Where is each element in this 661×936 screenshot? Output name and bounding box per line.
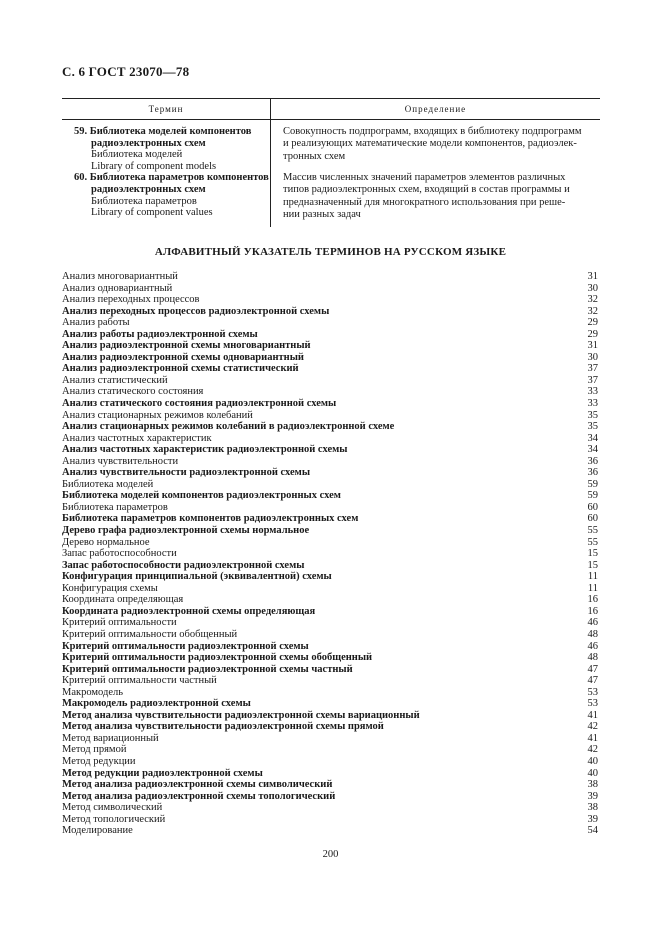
index-entry <box>62 271 598 283</box>
index-page-ref: 38 <box>587 779 598 791</box>
index-page-ref: 11 <box>587 571 598 583</box>
index-term: Метод анализа чувствительности радиоэлектронной схемы прямой <box>62 721 384 733</box>
index-entry <box>62 571 598 583</box>
table-body <box>62 120 600 227</box>
index-term: Координата радиоэлектронной схемы определяющая <box>62 605 316 617</box>
definition-line: тронных схем <box>283 150 346 162</box>
index-page-ref: 46 <box>587 640 598 652</box>
index-term: Библиотека моделей компонентов радиоэлектронных схем <box>62 490 341 502</box>
index-page-ref: 35 <box>587 409 598 421</box>
index-page-ref: 34 <box>587 432 598 444</box>
index-page-ref: 31 <box>587 340 598 352</box>
index-term: Дерево нормальное <box>62 536 150 548</box>
index-term: Библиотека моделей <box>62 478 154 490</box>
column-header-term: Термин <box>62 99 271 119</box>
index-page-ref: 39 <box>587 790 598 802</box>
index-page-ref: 32 <box>587 294 598 306</box>
index-entry <box>62 756 598 768</box>
index-term: Критерий оптимальности радиоэлектронной схемы частный <box>62 663 353 675</box>
index-term: Метод вариационный <box>62 732 159 744</box>
index-page-ref: 47 <box>587 675 598 687</box>
index-term: Метод символический <box>62 802 163 814</box>
index-page-ref: 16 <box>587 605 598 617</box>
index-entry <box>62 698 598 710</box>
index-term: Критерий оптимальности обобщенный <box>62 628 238 640</box>
index-term: Анализ чувствительности <box>62 455 179 467</box>
index-entry <box>62 664 598 676</box>
index-entry <box>62 502 598 514</box>
index-entry <box>62 779 598 791</box>
index-entry <box>62 513 598 525</box>
index-term: Критерий оптимальности <box>62 617 177 629</box>
index-page-ref: 36 <box>587 455 598 467</box>
index-page-ref: 36 <box>587 467 598 479</box>
index-term: Анализ статистический <box>62 374 168 386</box>
term-name-cont: радиоэлектронных схем <box>91 137 206 149</box>
index-entry <box>62 456 598 468</box>
index-entry <box>62 294 598 306</box>
index-entry <box>62 733 598 745</box>
index-page-ref: 48 <box>587 628 598 640</box>
index-page-ref: 60 <box>587 501 598 513</box>
term-number: 60. <box>74 172 88 184</box>
index-entry <box>62 721 598 733</box>
index-term: Анализ стационарных режимов колебаний <box>62 409 253 421</box>
index-page-ref: 53 <box>587 686 598 698</box>
index-entry <box>62 283 598 295</box>
term-english: Library of component values <box>91 207 213 219</box>
index-page-ref: 33 <box>587 398 598 410</box>
index-entry <box>62 306 598 318</box>
index-entry <box>62 490 598 502</box>
index-entry <box>62 467 598 479</box>
index-term: Метод редукции <box>62 755 136 767</box>
table-header <box>62 98 600 120</box>
index-term: Анализ работы радиоэлектронной схемы <box>62 328 258 340</box>
index-term: Макромодель радиоэлектронной схемы <box>62 698 251 710</box>
index-term: Анализ радиоэлектронной схемы статистический <box>62 363 299 375</box>
index-page-ref: 34 <box>587 444 598 456</box>
index-page-ref: 40 <box>587 767 598 779</box>
index-page-ref: 30 <box>587 351 598 363</box>
term-english: Library of component models <box>91 160 217 172</box>
index-page-ref: 53 <box>587 698 598 710</box>
index-term: Моделирование <box>62 825 133 837</box>
definition-line: нии разных задач <box>283 208 361 220</box>
index-term: Конфигурация принципиальной (эквивалентной) схемы <box>62 571 332 583</box>
index-term: Анализ статического состояния радиоэлектронной схемы <box>62 398 337 410</box>
index-term: Критерий оптимальности частный <box>62 675 217 687</box>
index-term: Запас работоспособности радиоэлектронной схемы <box>62 559 305 571</box>
index-page-ref: 11 <box>587 582 598 594</box>
index-entry <box>62 363 598 375</box>
index-page-ref: 41 <box>587 732 598 744</box>
index-term: Анализ работы <box>62 317 130 329</box>
index-page-ref: 15 <box>587 559 598 571</box>
page-header: С. 6 ГОСТ 23070—78 <box>62 64 190 79</box>
index-entry <box>62 710 598 722</box>
terms-table <box>62 98 600 227</box>
index-page-ref: 55 <box>587 536 598 548</box>
term-synonym: Библиотека моделей <box>91 149 183 161</box>
index-entry <box>62 560 598 572</box>
index-page-ref: 16 <box>587 594 598 606</box>
definition-line: предназначенный для многократного использования при реше- <box>283 196 566 208</box>
index-entry <box>62 606 598 618</box>
index-entry <box>62 825 598 837</box>
index-term: Анализ чувствительности радиоэлектронной схемы <box>62 467 311 479</box>
index-entry <box>62 421 598 433</box>
index-entry <box>62 583 598 595</box>
index-entry <box>62 594 598 606</box>
index-page-ref: 35 <box>587 421 598 433</box>
index-term: Библиотека параметров компонентов радиоэлектронных схем <box>62 513 359 525</box>
index-page-ref: 38 <box>587 802 598 814</box>
index-page-ref: 37 <box>587 363 598 375</box>
index-entry <box>62 687 598 699</box>
definition-59 <box>283 126 600 172</box>
index-entry <box>62 525 598 537</box>
index-entry <box>62 629 598 641</box>
index-term: Метод анализа радиоэлектронной схемы символический <box>62 779 333 791</box>
index-term: Критерий оптимальности радиоэлектронной схемы обобщенный <box>62 652 373 664</box>
index-term: Анализ стационарных режимов колебаний в радиоэлектронной схеме <box>62 421 395 433</box>
index-entry <box>62 375 598 387</box>
index-page-ref: 59 <box>587 490 598 502</box>
alphabetical-index <box>62 271 598 837</box>
index-entry <box>62 410 598 422</box>
index-page-ref: 37 <box>587 374 598 386</box>
index-term: Анализ частотных характеристик <box>62 432 212 444</box>
index-entry <box>62 398 598 410</box>
index-entry <box>62 791 598 803</box>
index-term: Анализ одновариантный <box>62 282 173 294</box>
index-page-ref: 41 <box>587 709 598 721</box>
column-header-definition: Определение <box>404 104 467 114</box>
index-page-ref: 60 <box>587 513 598 525</box>
index-page-ref: 29 <box>587 328 598 340</box>
index-page-ref: 39 <box>587 813 598 825</box>
index-term: Метод топологический <box>62 813 166 825</box>
index-entry <box>62 340 598 352</box>
index-term: Критерий оптимальности радиоэлектронной схемы <box>62 640 309 652</box>
index-term: Координата определяющая <box>62 594 184 606</box>
terms-column <box>62 120 271 227</box>
index-page-ref: 32 <box>587 305 598 317</box>
index-term: Запас работоспособности <box>62 548 177 560</box>
index-term: Анализ радиоэлектронной схемы одновариантный <box>62 351 304 363</box>
index-page-ref: 48 <box>587 652 598 664</box>
index-entry <box>62 444 598 456</box>
index-term: Метод прямой <box>62 744 127 756</box>
index-term: Анализ переходных процессов радиоэлектронной схемы <box>62 305 330 317</box>
index-entry <box>62 479 598 491</box>
term-name-cont: радиоэлектронных схем <box>91 183 206 195</box>
index-page-ref: 54 <box>587 825 598 837</box>
index-entry <box>62 317 598 329</box>
definition-line: типов радиоэлектронных схем, входящий в состав программы и <box>283 184 570 196</box>
index-term: Анализ статического состояния <box>62 386 204 398</box>
index-title: АЛФАВИТНЫЙ УКАЗАТЕЛЬ ТЕРМИНОВ НА РУССКОМ ЯЗЫКЕ <box>154 246 507 258</box>
term-number: 59. <box>74 126 88 137</box>
term-name: Библиотека параметров компонентов <box>89 172 269 184</box>
index-page-ref: 42 <box>587 744 598 756</box>
index-entry <box>62 641 598 653</box>
index-entry <box>62 814 598 826</box>
index-term: Метод анализа чувствительности радиоэлектронной схемы вариационный <box>62 709 420 721</box>
index-page-ref: 59 <box>587 478 598 490</box>
index-term: Анализ переходных процессов <box>62 294 200 306</box>
index-term: Анализ частотных характеристик радиоэлектронной схемы <box>62 444 348 456</box>
definition-line: Массив численных значений параметров элементов различных <box>283 172 566 183</box>
index-page-ref: 33 <box>587 386 598 398</box>
index-term: Конфигурация схемы <box>62 582 158 594</box>
index-entry <box>62 433 598 445</box>
index-entry <box>62 768 598 780</box>
index-entry <box>62 329 598 341</box>
index-page-ref: 31 <box>587 271 598 282</box>
term-entry-60 <box>62 172 270 218</box>
index-term: Анализ многовариантный <box>62 271 178 282</box>
index-entry <box>62 548 598 560</box>
index-term: Макромодель <box>62 686 124 698</box>
index-entry <box>62 675 598 687</box>
term-name: Библиотека моделей компонентов <box>89 126 252 137</box>
index-page-ref: 55 <box>587 525 598 537</box>
index-entry <box>62 352 598 364</box>
index-term: Метод анализа радиоэлектронной схемы топологический <box>62 790 336 802</box>
index-page-ref: 47 <box>587 663 598 675</box>
index-page-ref: 29 <box>587 317 598 329</box>
index-page-ref: 30 <box>587 282 598 294</box>
index-page-ref: 40 <box>587 755 598 767</box>
index-entry <box>62 386 598 398</box>
term-entry-59 <box>62 126 270 172</box>
index-page-ref: 42 <box>587 721 598 733</box>
index-entry <box>62 537 598 549</box>
index-entry <box>62 744 598 756</box>
definition-line: и реализующих математические модели компонентов, радиоэлек- <box>283 138 577 150</box>
index-term: Метод редукции радиоэлектронной схемы <box>62 767 263 779</box>
index-page-ref: 15 <box>587 548 598 560</box>
index-term: Библиотека параметров <box>62 501 168 513</box>
index-entry <box>62 802 598 814</box>
definition-60 <box>283 172 600 221</box>
page-number: 200 <box>322 849 339 860</box>
index-entry <box>62 652 598 664</box>
index-term: Анализ радиоэлектронной схемы многовариантный <box>62 340 311 352</box>
term-synonym: Библиотека параметров <box>91 195 197 207</box>
index-page-ref: 46 <box>587 617 598 629</box>
definition-line: Совокупность подпрограмм, входящих в библиотеку подпрограмм <box>283 126 582 137</box>
index-entry <box>62 617 598 629</box>
index-term: Дерево графа радиоэлектронной схемы нормальное <box>62 525 310 537</box>
definitions-column <box>271 120 600 227</box>
